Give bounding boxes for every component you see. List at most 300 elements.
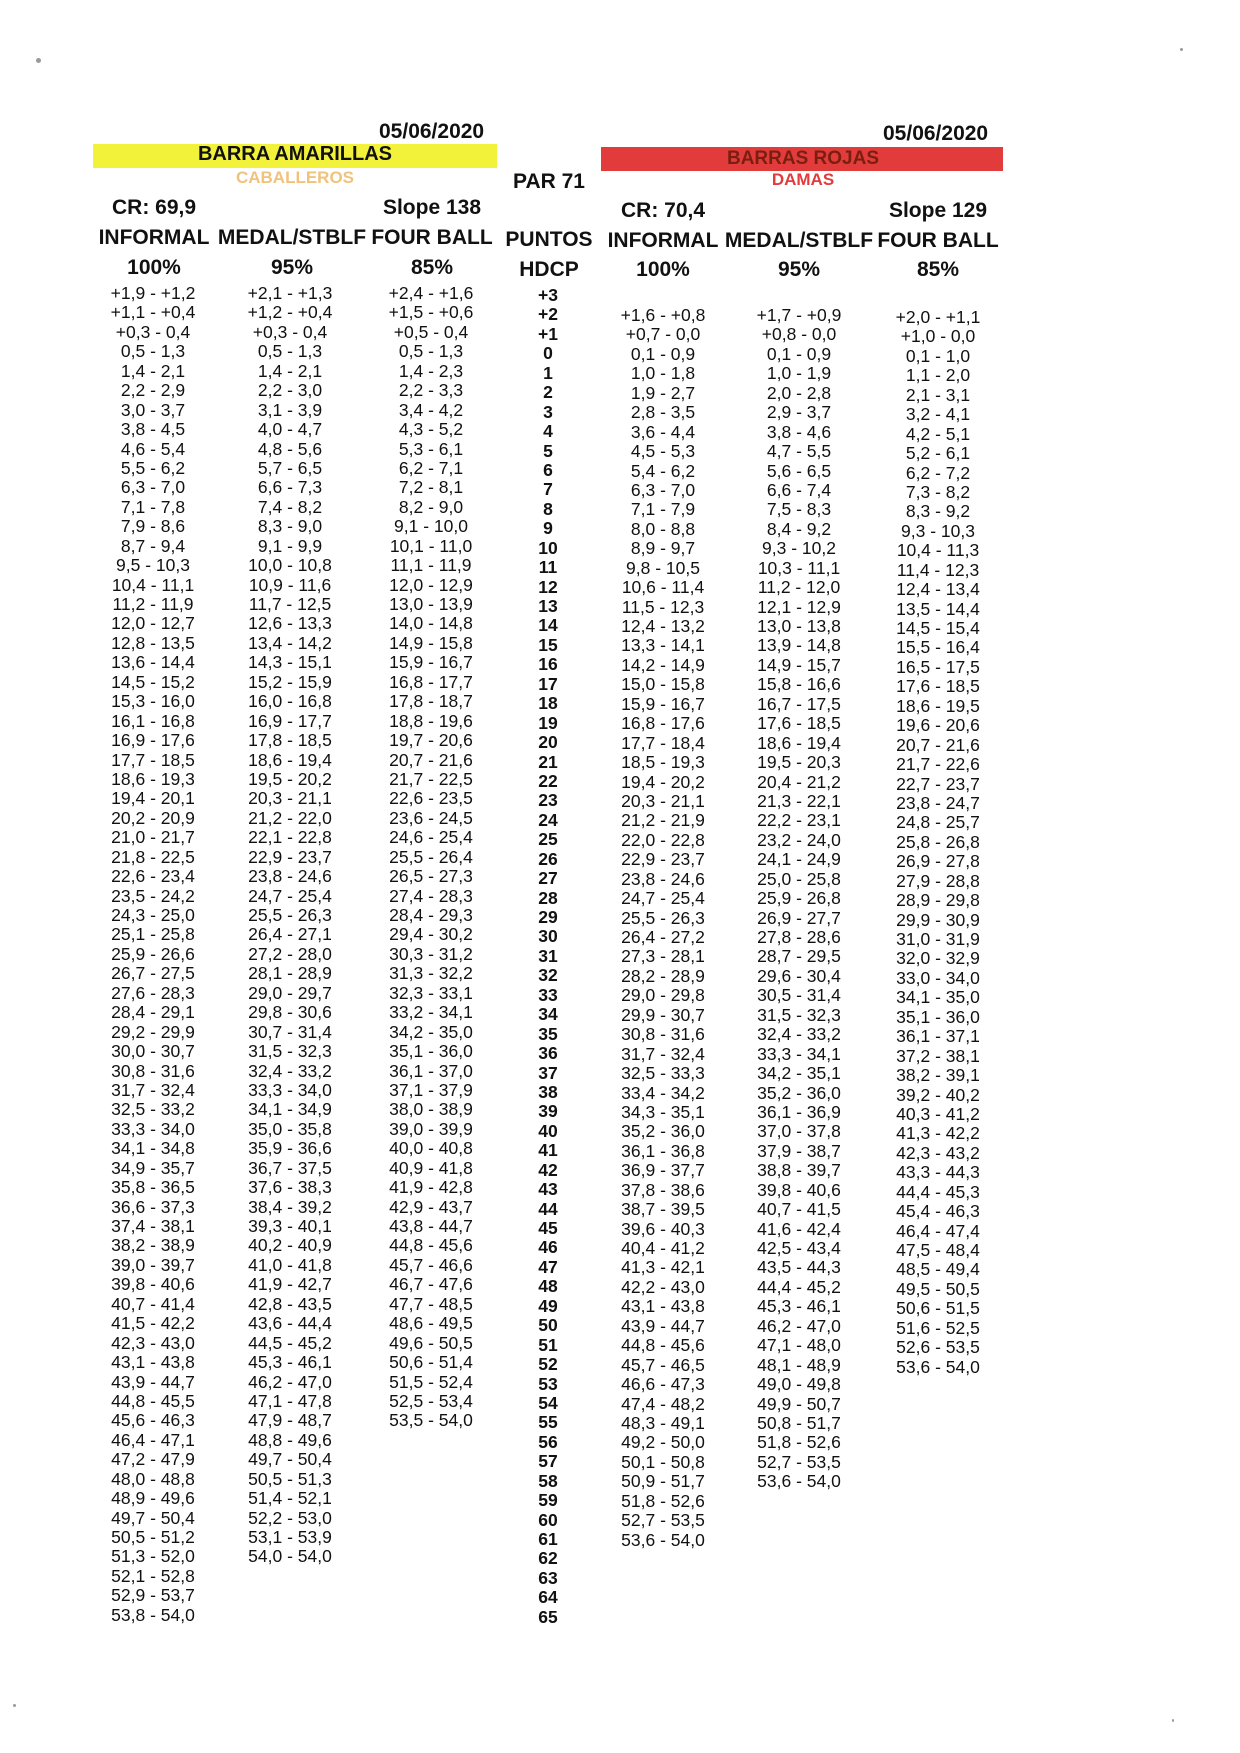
table-cell: 16,9 - 17,7 <box>248 710 332 731</box>
table-cell: 37,2 - 38,1 <box>896 1045 980 1066</box>
table-cell: 19,4 - 20,2 <box>621 771 705 792</box>
table-cell: 11,1 - 11,9 <box>390 555 472 576</box>
table-cell: 13 <box>538 596 558 616</box>
table-cell: 12,8 - 13,5 <box>111 632 195 653</box>
table-cell: 27,2 - 28,0 <box>248 943 332 964</box>
table-cell: 0,5 - 1,3 <box>120 341 186 362</box>
right-informal-column <box>621 306 706 1550</box>
table-cell: 1,4 - 2,1 <box>257 360 323 381</box>
table-cell: +1,6 - +0,8 <box>620 305 706 325</box>
table-cell: 31,5 - 32,3 <box>757 1004 841 1025</box>
table-cell: 39,0 - 39,9 <box>389 1118 473 1139</box>
table-cell: 1,0 - 1,8 <box>630 363 696 384</box>
table-cell: 22,2 - 23,1 <box>757 810 841 831</box>
table-cell: +0,5 - 0,4 <box>393 321 469 342</box>
table-cell: 46,4 - 47,4 <box>896 1220 980 1241</box>
table-cell: 8,9 - 9,7 <box>630 538 696 559</box>
table-cell: 11 <box>538 557 558 578</box>
table-cell: 24 <box>538 809 558 830</box>
table-cell: 28,4 - 29,1 <box>111 1002 195 1023</box>
hdcp-header: HDCP <box>519 258 579 281</box>
table-cell: 29,2 - 29,9 <box>111 1021 195 1042</box>
table-cell: 55 <box>538 1412 558 1433</box>
table-cell: 1,1 - 2,0 <box>905 365 971 386</box>
table-cell: 48,5 - 49,4 <box>896 1259 980 1280</box>
table-cell: 40,0 - 40,8 <box>389 1138 473 1159</box>
table-cell: 53,8 - 54,0 <box>111 1604 195 1625</box>
table-cell: 11,4 - 12,3 <box>896 559 980 580</box>
table-cell: 52,9 - 53,7 <box>111 1585 195 1606</box>
table-cell: 10,6 - 11,4 <box>621 577 705 598</box>
table-cell: 40,9 - 41,8 <box>389 1157 473 1178</box>
right-fourball-column <box>896 308 981 1377</box>
table-cell: 14,3 - 15,1 <box>248 652 332 673</box>
table-cell: 8,3 - 9,0 <box>257 516 323 537</box>
right-header-informal: INFORMAL <box>607 229 719 252</box>
table-cell: 40,7 - 41,4 <box>111 1293 195 1314</box>
table-cell: 33,0 - 34,0 <box>896 967 980 988</box>
table-cell: 3,6 - 4,4 <box>630 421 696 442</box>
table-cell: 43,9 - 44,7 <box>621 1315 705 1336</box>
table-cell: 39,3 - 40,1 <box>248 1216 332 1236</box>
table-cell: 22,6 - 23,4 <box>111 866 195 887</box>
table-cell: 38,2 - 39,1 <box>896 1065 980 1086</box>
table-cell: 15,0 - 15,8 <box>621 674 705 695</box>
table-cell: 24,6 - 25,4 <box>389 827 473 848</box>
table-cell: 45,3 - 46,1 <box>757 1296 841 1317</box>
table-cell: 32,4 - 33,2 <box>248 1060 332 1081</box>
table-cell: 18,6 - 19,4 <box>248 749 332 770</box>
table-cell: 16,0 - 16,8 <box>248 691 332 712</box>
table-cell: 49 <box>538 1295 558 1316</box>
table-cell: 14,2 - 14,9 <box>621 654 705 675</box>
table-cell: 54 <box>538 1392 558 1413</box>
table-cell: +2,1 - +1,3 <box>247 283 333 303</box>
table-cell: 47,1 - 48,0 <box>757 1335 841 1356</box>
table-cell: 52,1 - 52,8 <box>111 1565 195 1586</box>
table-cell: +1,9 - +1,2 <box>110 283 196 303</box>
table-cell: 27,3 - 28,1 <box>621 946 705 967</box>
table-cell: 52 <box>538 1354 558 1375</box>
table-cell: 45 <box>538 1218 558 1238</box>
table-cell: 12,0 - 12,7 <box>111 613 195 634</box>
table-cell: 52,6 - 53,5 <box>896 1337 980 1358</box>
table-cell: 0,5 - 1,3 <box>257 341 323 362</box>
table-cell: 8,0 - 8,8 <box>630 518 696 539</box>
left-fourball-column <box>389 284 474 1431</box>
table-cell: 37,0 - 37,8 <box>757 1121 841 1142</box>
table-cell: 0 <box>543 343 553 364</box>
table-cell: 39,2 - 40,2 <box>896 1084 980 1105</box>
table-cell: 43,6 - 44,4 <box>248 1313 332 1334</box>
table-cell: 5,5 - 6,2 <box>120 457 186 478</box>
table-cell: 42,3 - 43,2 <box>896 1142 980 1163</box>
table-cell: 30,8 - 31,6 <box>621 1024 705 1045</box>
table-cell: 18,8 - 19,6 <box>389 710 473 731</box>
table-cell: 52,2 - 53,0 <box>248 1507 332 1528</box>
table-cell: 43,1 - 43,8 <box>111 1352 195 1373</box>
table-cell: 33 <box>538 984 558 1005</box>
table-cell: 32 <box>538 965 558 986</box>
left-medal-column <box>248 284 333 1567</box>
left-percent-fourball: 85% <box>410 256 454 279</box>
table-cell: 50,9 - 51,7 <box>621 1471 705 1492</box>
table-cell: 10 <box>538 537 558 558</box>
table-cell: 16,5 - 17,5 <box>896 656 980 677</box>
table-cell: 60 <box>538 1509 558 1530</box>
table-cell: 33,2 - 34,1 <box>389 1002 473 1023</box>
table-cell: 11,2 - 11,9 <box>112 594 194 614</box>
table-cell: 4,0 - 4,7 <box>257 419 323 440</box>
right-header-fourball: FOUR BALL <box>877 229 999 252</box>
table-cell: 40,7 - 41,5 <box>757 1199 841 1220</box>
table-cell: +1,0 - 0,0 <box>900 326 976 347</box>
table-cell: 38,2 - 38,9 <box>111 1235 195 1256</box>
table-cell: 20,3 - 21,1 <box>248 788 332 809</box>
table-cell: 36,1 - 36,8 <box>621 1140 705 1161</box>
left-percent-medal: 95% <box>270 256 314 279</box>
table-cell: 16 <box>538 654 558 675</box>
table-cell: 14,5 - 15,2 <box>111 671 195 692</box>
table-cell: 20 <box>538 732 558 753</box>
table-cell: 46,6 - 47,3 <box>621 1374 705 1395</box>
table-cell: 3,2 - 4,1 <box>905 404 971 425</box>
table-cell: 24,3 - 25,0 <box>111 905 195 925</box>
left-course-rating: CR: 69,9 <box>111 196 197 219</box>
table-cell: 28,9 - 29,8 <box>896 890 980 911</box>
table-cell: 24,7 - 25,4 <box>621 888 705 909</box>
table-cell: 43,9 - 44,7 <box>111 1371 195 1392</box>
table-cell: 25,9 - 26,6 <box>111 943 195 964</box>
table-cell: 32,4 - 33,2 <box>757 1024 841 1045</box>
table-cell: 50,6 - 51,5 <box>896 1298 980 1319</box>
table-cell: 47,1 - 47,8 <box>248 1390 332 1411</box>
table-cell: 5,4 - 6,2 <box>630 460 696 481</box>
table-cell: 7,9 - 8,6 <box>120 516 186 537</box>
table-cell: 8,2 - 9,0 <box>398 496 464 517</box>
table-cell: 38,0 - 38,9 <box>389 1099 473 1120</box>
table-cell: 16,8 - 17,6 <box>621 713 705 734</box>
table-cell: 52,7 - 53,5 <box>621 1510 705 1531</box>
table-cell: 29,9 - 30,9 <box>896 909 980 930</box>
table-cell: +0,3 - 0,4 <box>252 321 328 342</box>
table-cell: 19,6 - 20,6 <box>896 715 980 736</box>
table-cell: 5,6 - 6,5 <box>766 460 832 481</box>
table-cell: 48,6 - 49,5 <box>389 1313 473 1334</box>
table-cell: 17,6 - 18,5 <box>757 713 841 734</box>
table-cell: 10,9 - 11,6 <box>248 574 332 595</box>
table-cell: 28,2 - 28,9 <box>621 965 705 986</box>
table-cell: 35,2 - 36,0 <box>621 1121 705 1142</box>
table-cell: 47,4 - 48,2 <box>621 1393 705 1414</box>
table-cell: 2,8 - 3,5 <box>630 402 696 423</box>
table-cell: 8,7 - 9,4 <box>120 535 186 556</box>
table-cell: 22,1 - 22,8 <box>248 827 332 848</box>
table-cell: 14,9 - 15,7 <box>757 654 841 675</box>
table-cell: 26 <box>538 848 558 869</box>
table-cell: 44,4 - 45,3 <box>896 1181 980 1202</box>
table-cell: 19,4 - 20,1 <box>111 788 195 809</box>
table-cell: 35,1 - 36,0 <box>389 1041 473 1062</box>
table-cell: 46 <box>538 1237 558 1258</box>
table-cell: 13,4 - 14,2 <box>248 632 332 653</box>
table-cell: +3 <box>538 285 558 305</box>
table-cell: 50,5 - 51,2 <box>111 1527 195 1547</box>
table-cell: 5,2 - 6,1 <box>905 443 971 464</box>
table-cell: 22,9 - 23,7 <box>248 846 332 867</box>
table-cell: 17,7 - 18,4 <box>621 732 705 753</box>
table-cell: 23,8 - 24,6 <box>621 868 705 889</box>
table-cell: 23,2 - 24,0 <box>757 829 841 850</box>
table-cell: 1,9 - 2,7 <box>630 382 696 403</box>
table-cell: 4,5 - 5,3 <box>630 441 696 462</box>
table-cell: 44 <box>538 1198 558 1219</box>
table-cell: 4,2 - 5,1 <box>905 423 971 444</box>
table-cell: 32,5 - 33,3 <box>621 1063 705 1084</box>
table-cell: 25,8 - 26,8 <box>896 831 980 852</box>
table-cell: 32,5 - 33,2 <box>111 1099 195 1120</box>
table-cell: 10,3 - 11,1 <box>757 557 841 578</box>
table-cell: 36 <box>538 1043 558 1064</box>
table-cell: 7,3 - 8,2 <box>905 481 971 502</box>
table-cell: 49,7 - 50,4 <box>111 1507 195 1528</box>
table-cell: 43,5 - 44,3 <box>757 1257 841 1278</box>
table-cell: 4,7 - 5,5 <box>766 441 832 462</box>
table-cell: 42,5 - 43,4 <box>757 1238 841 1258</box>
table-cell: +1,2 - +0,4 <box>247 302 333 323</box>
table-cell: 54,0 - 54,0 <box>248 1546 332 1567</box>
table-cell: 36,6 - 37,3 <box>111 1196 195 1217</box>
table-cell: 14,5 - 15,4 <box>896 618 980 638</box>
table-cell: 27 <box>538 868 558 889</box>
table-cell: 3,8 - 4,6 <box>766 421 832 442</box>
table-cell: 53,5 - 54,0 <box>389 1410 473 1431</box>
table-cell: 14,0 - 14,8 <box>389 613 473 634</box>
table-cell: 37,6 - 38,3 <box>248 1177 332 1198</box>
table-cell: 6,3 - 7,0 <box>120 477 186 498</box>
table-cell: 34,1 - 34,9 <box>248 1099 332 1120</box>
table-cell: 50,1 - 50,8 <box>621 1451 705 1472</box>
table-cell: 30,8 - 31,6 <box>111 1060 195 1081</box>
table-cell: 14 <box>538 615 558 636</box>
left-subtitle: CABALLEROS <box>235 168 355 187</box>
table-cell: 50 <box>538 1315 558 1336</box>
table-cell: 25,5 - 26,3 <box>248 905 332 925</box>
table-cell: 48,9 - 49,6 <box>111 1488 195 1509</box>
left-bar-title: BARRA AMARILLAS <box>197 143 393 165</box>
table-cell: 51,5 - 52,4 <box>389 1371 473 1392</box>
table-cell: 48,0 - 48,8 <box>111 1468 195 1489</box>
table-cell: 25,1 - 25,8 <box>111 924 195 945</box>
table-cell: 17,8 - 18,5 <box>248 730 332 751</box>
scan-speck <box>1172 1719 1174 1722</box>
table-cell: 29,4 - 30,2 <box>389 924 473 945</box>
table-cell: 29,0 - 29,7 <box>248 982 332 1003</box>
table-cell: 48,1 - 48,9 <box>757 1354 841 1375</box>
table-cell: 16,1 - 16,8 <box>111 710 195 731</box>
table-cell: 11,5 - 12,3 <box>621 596 705 617</box>
table-cell: 27,9 - 28,8 <box>896 870 980 891</box>
right-subtitle: DAMAS <box>771 170 835 189</box>
table-cell: 27,6 - 28,3 <box>111 982 195 1003</box>
table-cell: 22,7 - 23,7 <box>896 773 980 794</box>
table-cell: 53,6 - 54,0 <box>896 1356 980 1377</box>
left-slope: Slope 138 <box>382 196 482 219</box>
table-cell: 42,9 - 43,7 <box>389 1196 473 1217</box>
table-cell: 24,7 - 25,4 <box>248 885 332 906</box>
table-cell: 20,7 - 21,6 <box>389 749 473 770</box>
right-percent-fourball: 85% <box>916 258 960 281</box>
table-cell: 38,7 - 39,5 <box>621 1199 705 1220</box>
table-cell: 41 <box>538 1140 558 1161</box>
table-cell: 26,9 - 27,7 <box>757 907 841 928</box>
table-cell: 9,3 - 10,2 <box>762 538 836 559</box>
table-cell: 49,6 - 50,5 <box>389 1332 473 1353</box>
table-cell: 18,6 - 19,5 <box>896 695 980 716</box>
table-cell: 29 <box>538 907 558 927</box>
table-cell: 17,7 - 18,5 <box>111 749 195 770</box>
table-cell: 41,0 - 41,8 <box>248 1254 332 1275</box>
table-cell: 43,3 - 44,3 <box>896 1162 980 1183</box>
table-cell: 41,9 - 42,7 <box>248 1274 332 1295</box>
table-cell: 15,9 - 16,7 <box>621 693 705 714</box>
table-cell: 2,2 - 2,9 <box>120 380 186 401</box>
table-cell: 30,5 - 31,4 <box>757 985 841 1006</box>
table-cell: 41,3 - 42,1 <box>621 1257 705 1278</box>
table-cell: 1 <box>543 362 553 383</box>
table-cell: 46,7 - 47,6 <box>389 1274 473 1295</box>
hdcp-points-column <box>538 286 558 1627</box>
table-cell: 19 <box>538 712 558 733</box>
table-cell: 29,0 - 29,8 <box>621 985 705 1006</box>
table-cell: 9,5 - 10,3 <box>116 555 190 576</box>
table-cell: 13,5 - 14,4 <box>896 598 980 619</box>
table-cell: +1 <box>538 323 558 344</box>
table-cell: 21,2 - 21,9 <box>621 810 705 831</box>
table-cell: 42,3 - 43,0 <box>111 1332 195 1353</box>
table-cell: 20,4 - 21,2 <box>757 771 841 792</box>
puntos-header: PUNTOS <box>505 228 593 251</box>
table-cell: 34,9 - 35,7 <box>111 1157 195 1178</box>
table-cell: 3 <box>543 401 553 422</box>
table-cell: 40,2 - 40,9 <box>248 1235 332 1256</box>
table-cell: 28 <box>538 887 558 908</box>
table-cell: 35 <box>538 1023 558 1044</box>
right-percent-informal: 100% <box>636 258 690 281</box>
table-cell: 14,9 - 15,8 <box>389 632 473 653</box>
table-cell: 2,2 - 3,3 <box>398 380 464 401</box>
table-cell: 50,8 - 51,7 <box>757 1412 841 1433</box>
table-cell: +0,3 - 0,4 <box>115 321 191 342</box>
table-cell: 7,1 - 7,9 <box>630 499 696 520</box>
right-medal-column <box>757 306 842 1492</box>
table-cell: 31,5 - 32,3 <box>248 1041 332 1062</box>
table-cell: 2,2 - 3,0 <box>257 380 323 401</box>
table-cell: 37 <box>538 1062 558 1083</box>
table-cell: 31 <box>538 945 558 966</box>
table-cell: 36,1 - 37,1 <box>896 1026 980 1047</box>
table-cell: 57 <box>538 1451 558 1472</box>
table-cell: 7,4 - 8,2 <box>257 496 323 517</box>
table-cell: 34,1 - 34,8 <box>111 1138 195 1159</box>
table-cell: 17 <box>538 673 558 694</box>
table-cell: 40,3 - 41,2 <box>896 1103 980 1124</box>
table-cell: 33,3 - 34,0 <box>248 1079 332 1100</box>
table-cell: 10,0 - 10,8 <box>248 555 332 576</box>
table-cell: 47,9 - 48,7 <box>248 1410 332 1431</box>
table-cell: 39,0 - 39,7 <box>111 1254 195 1275</box>
table-cell: 25,5 - 26,4 <box>389 846 473 867</box>
table-cell: 32,3 - 33,1 <box>389 982 473 1003</box>
table-cell: 48,3 - 49,1 <box>621 1412 705 1433</box>
table-cell: 3,8 - 4,5 <box>120 419 186 440</box>
table-cell: 34,3 - 35,1 <box>621 1101 705 1122</box>
table-cell: 43,8 - 44,7 <box>389 1216 473 1236</box>
table-cell: 6,3 - 7,0 <box>630 479 696 500</box>
table-cell: 51,3 - 52,0 <box>111 1546 195 1567</box>
table-cell: 12,4 - 13,4 <box>896 579 980 600</box>
table-cell: 10,4 - 11,1 <box>111 574 195 595</box>
table-cell: 20,3 - 21,1 <box>621 790 705 811</box>
table-cell: 26,4 - 27,2 <box>621 927 705 947</box>
table-cell: 17,8 - 18,7 <box>389 691 473 712</box>
table-cell: 27,8 - 28,6 <box>757 927 841 947</box>
table-cell: 6,6 - 7,4 <box>766 479 832 500</box>
table-cell: 5,3 - 6,1 <box>398 438 464 459</box>
table-cell: 29,6 - 30,4 <box>757 965 841 986</box>
table-cell: 13,0 - 13,8 <box>757 616 841 636</box>
table-cell: 31,3 - 32,2 <box>389 963 473 984</box>
left-header-informal: INFORMAL <box>98 226 210 249</box>
left-header-fourball: FOUR BALL <box>371 226 493 249</box>
table-cell: 52,5 - 53,4 <box>389 1390 473 1411</box>
table-cell: 61 <box>538 1529 558 1549</box>
table-cell: 49,0 - 49,8 <box>757 1374 841 1395</box>
table-cell: 30,3 - 31,2 <box>389 943 473 964</box>
table-cell: 28,7 - 29,5 <box>757 946 841 967</box>
table-cell: 31,7 - 32,4 <box>111 1079 195 1100</box>
table-cell: 7,5 - 8,3 <box>766 499 832 520</box>
table-cell: 64 <box>538 1587 558 1608</box>
table-cell: 34 <box>538 1004 558 1025</box>
table-cell: 6,2 - 7,2 <box>905 462 971 483</box>
table-cell: +0,8 - 0,0 <box>761 324 837 345</box>
table-cell: 38,8 - 39,7 <box>757 1160 841 1181</box>
table-cell: 53,1 - 53,9 <box>248 1527 332 1547</box>
table-cell: 20,7 - 21,6 <box>896 734 980 755</box>
table-cell: 49,2 - 50,0 <box>621 1432 705 1453</box>
table-cell: 20,2 - 20,9 <box>111 807 195 828</box>
table-cell: 47,2 - 47,9 <box>111 1449 195 1470</box>
table-cell: 21,0 - 21,7 <box>111 827 195 848</box>
table-cell: 37,4 - 38,1 <box>111 1216 195 1236</box>
table-cell: 10,4 - 11,3 <box>896 540 980 561</box>
table-cell: 23,8 - 24,6 <box>248 866 332 887</box>
table-cell: 33,3 - 34,1 <box>757 1043 841 1064</box>
table-cell: 56 <box>538 1431 558 1452</box>
table-cell: 51,8 - 52,6 <box>621 1490 705 1511</box>
table-cell: 51 <box>538 1334 558 1355</box>
table-cell: 36,9 - 37,7 <box>621 1160 705 1181</box>
table-cell: 35,1 - 36,0 <box>896 1006 980 1027</box>
table-cell: 58 <box>538 1470 558 1491</box>
table-cell: 45,3 - 46,1 <box>248 1352 332 1373</box>
table-cell: 30 <box>538 926 558 947</box>
table-cell: 12,4 - 13,2 <box>621 616 705 636</box>
right-date: 05/06/2020 <box>883 122 989 145</box>
table-cell: 52,7 - 53,5 <box>757 1451 841 1472</box>
table-cell: 4,3 - 5,2 <box>398 419 464 440</box>
